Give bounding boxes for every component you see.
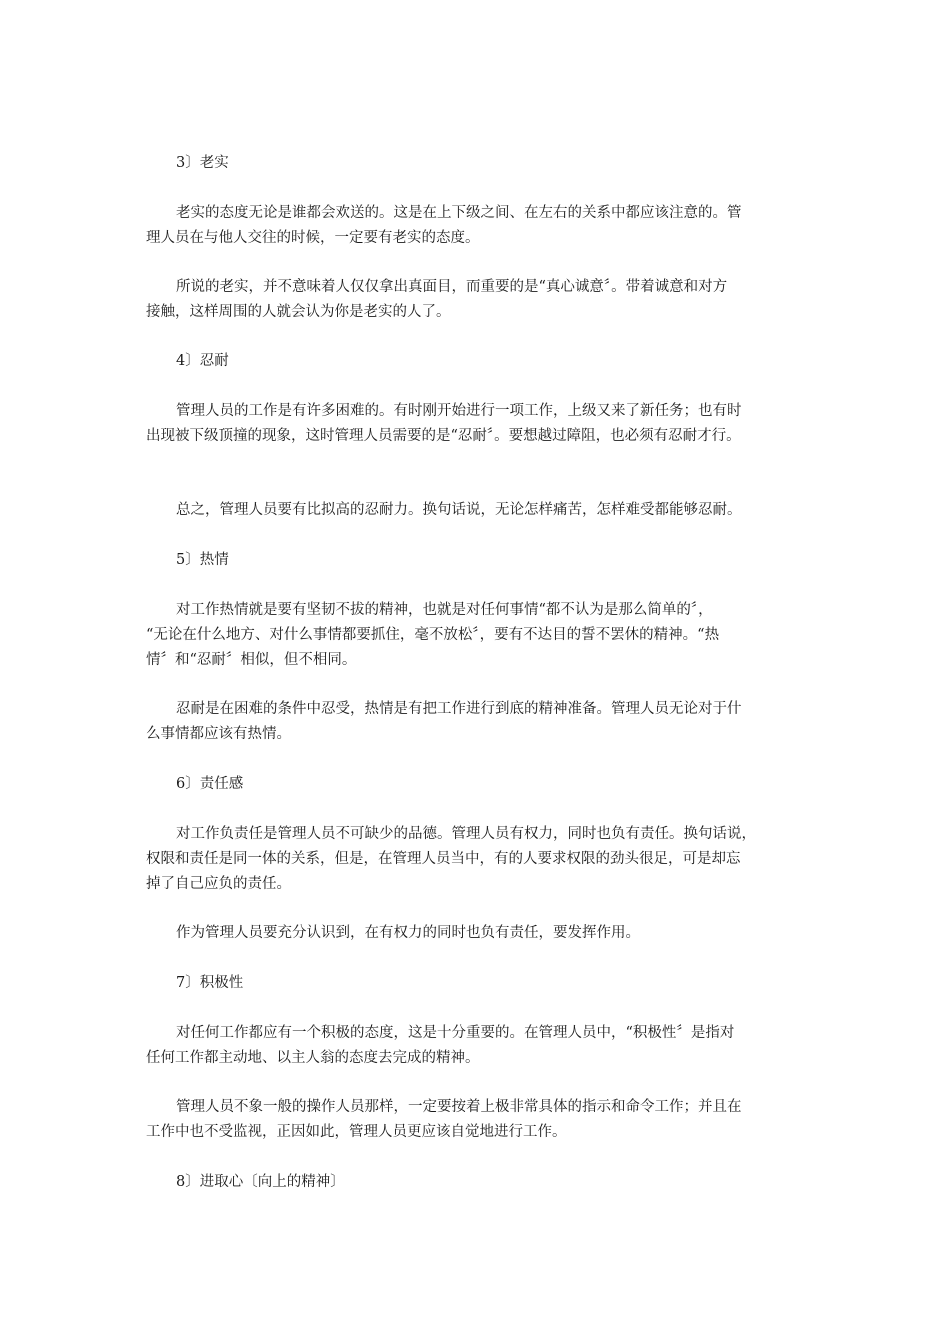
section-heading: 4〕忍耐 (176, 353, 229, 369)
paragraph (146, 201, 818, 251)
paragraph (146, 598, 818, 673)
paragraph-line: 作为管理人员要充分认识到，在有权力的同时也负有责任，要发挥作用。 (176, 925, 640, 941)
paragraph (146, 697, 818, 747)
paragraph-line: 任何工作都主动地、以主人翁的态度去完成的精神。 (146, 1050, 480, 1066)
paragraph-line: 老实的态度无论是谁都会欢送的。这是在上下级之间、在左右的关系中都应该注意的。管 (176, 205, 742, 221)
paragraph-line: 所说的老实，并不意味着人仅仅拿出真面目，而重要的是“真心诚意〞。带着诚意和对方 (176, 279, 728, 295)
section-heading: 7〕积极性 (176, 975, 244, 991)
paragraph (146, 399, 818, 449)
paragraph-line: 出现被下级顶撞的现象，这时管理人员需要的是“忍耐〞。要想越过障阻，也必须有忍耐才行。 (146, 428, 741, 444)
paragraph (146, 498, 818, 523)
paragraph-line: 工作中也不受监视，正因如此，管理人员更应该自觉地进行工作。 (146, 1124, 567, 1140)
paragraph-line: 总之，管理人员要有比拟高的忍耐力。换句话说，无论怎样痛苦，怎样难受都能够忍耐。 (176, 502, 742, 518)
paragraph-line: 掉了自己应负的责任。 (146, 876, 291, 892)
paragraph-line: 接触，这样周围的人就会认为你是老实的人了。 (146, 304, 451, 320)
paragraph-line: 对工作负责任是管理人员不可缺少的品德。管理人员有权力，同时也负有责任。换句话说， (176, 826, 756, 842)
paragraph-line: 情〞和“忍耐〞相似，但不相同。 (146, 652, 357, 668)
paragraph-line: 么事情都应该有热情。 (146, 726, 291, 742)
paragraph (146, 1021, 818, 1071)
paragraph-line: “无论在什么地方、对什么事情都要抓住，毫不放松〞，要有不达目的誓不罢休的精神。“热 (146, 627, 720, 643)
paragraph-line: 管理人员不象一般的操作人员那样，一定要按着上极非常具体的指示和命令工作；并且在 (176, 1099, 742, 1115)
paragraph-line: 管理人员的工作是有许多困难的。有时刚开始进行一项工作，上级又来了新任务；也有时 (176, 403, 742, 419)
paragraph-line: 对任何工作都应有一个积极的态度，这是十分重要的。在管理人员中，“积极性〞是指对 (176, 1025, 735, 1041)
paragraph (146, 275, 818, 325)
paragraph (146, 921, 818, 946)
section-heading: 8〕进取心〔向上的精神〕 (176, 1174, 345, 1190)
section-heading: 3〕老实 (176, 155, 229, 171)
paragraph-line: 对工作热情就是要有坚韧不拔的精神，也就是对任何事情“都不认为是那么简单的〞， (176, 602, 713, 618)
section-heading: 5〕热情 (176, 552, 229, 568)
paragraph (146, 1095, 818, 1145)
paragraph-line: 理人员在与他人交往的时候，一定要有老实的态度。 (146, 230, 480, 246)
paragraph-line: 权限和责任是同一体的关系，但是，在管理人员当中，有的人要求权限的劲头很足，可是却忘 (146, 851, 741, 867)
paragraph (146, 822, 818, 897)
paragraph-line: 忍耐是在困难的条件中忍受，热情是有把工作进行到底的精神准备。管理人员无论对于什 (176, 701, 742, 717)
section-heading: 6〕责任感 (176, 776, 244, 792)
